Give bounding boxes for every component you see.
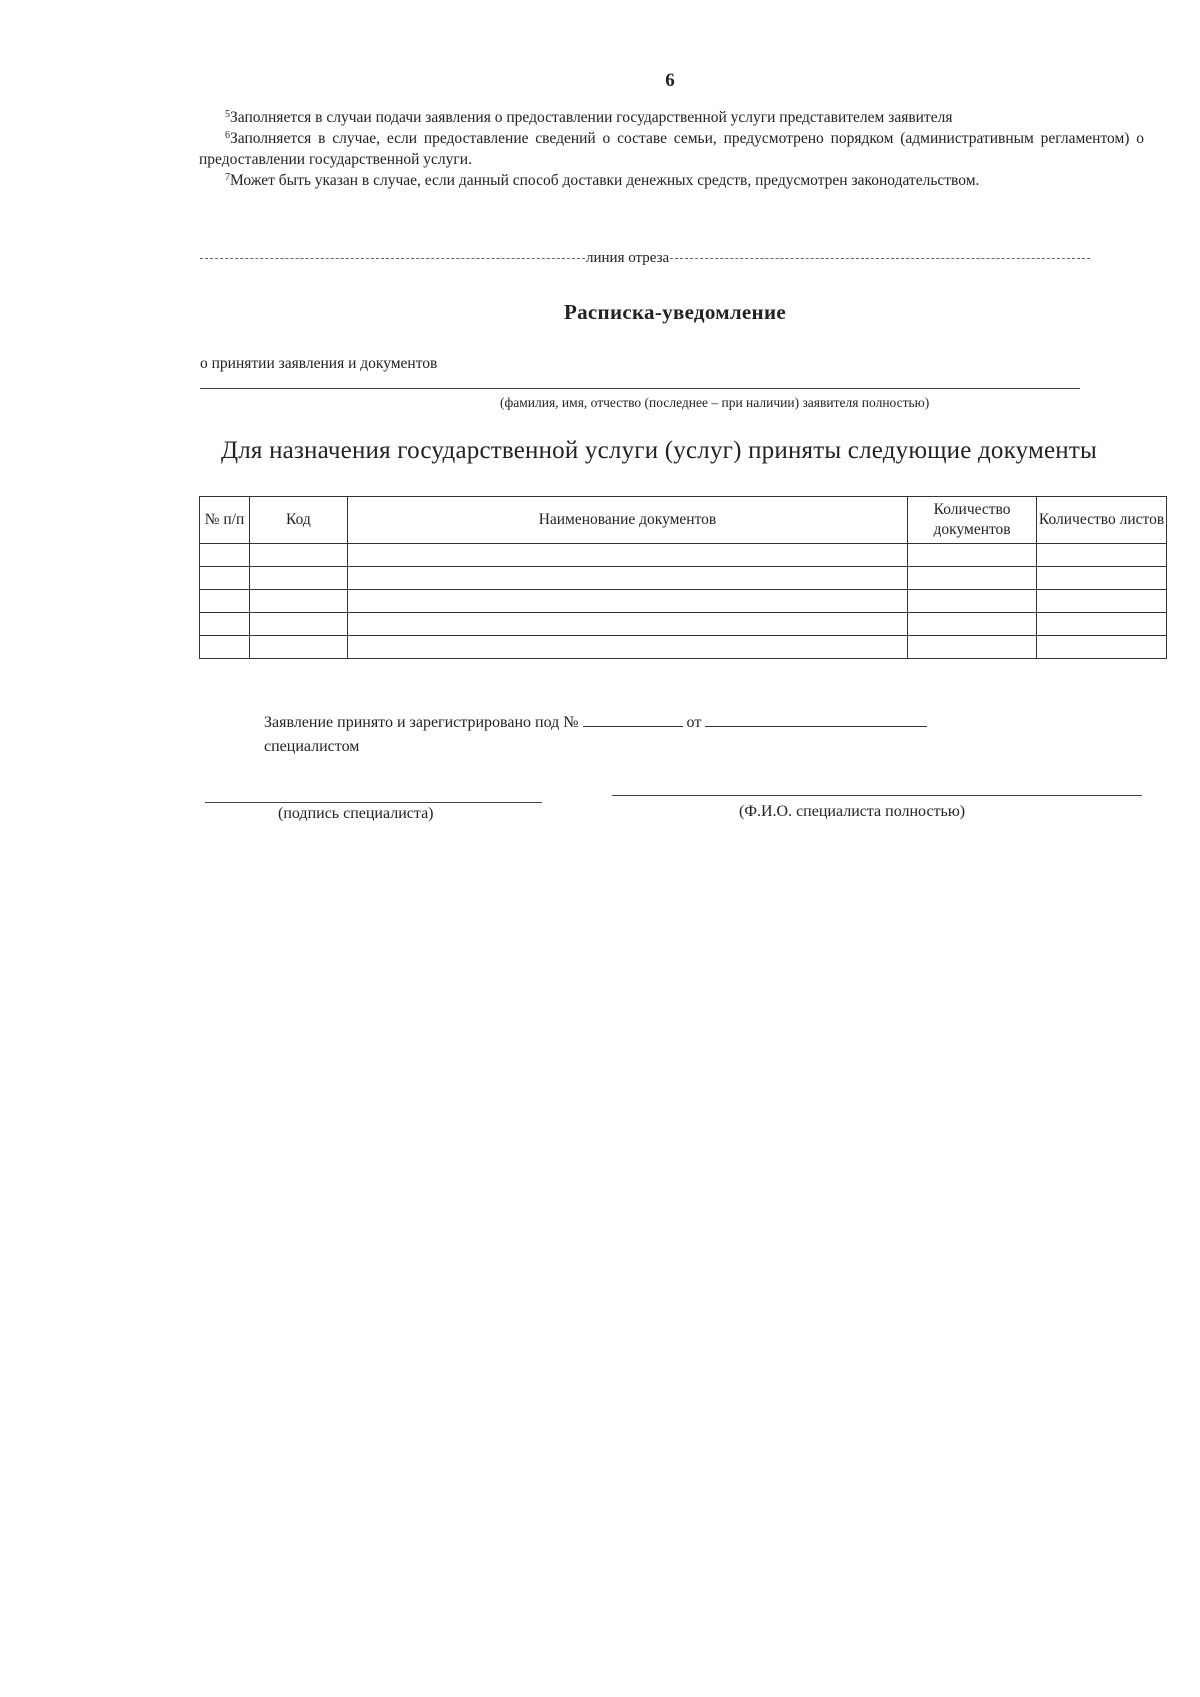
table-cell[interactable]: [1037, 567, 1167, 590]
table-cell[interactable]: [1037, 613, 1167, 636]
specialist-signature-line[interactable]: [205, 802, 542, 803]
table-cell[interactable]: [200, 613, 250, 636]
header-number: № п/п: [200, 497, 250, 544]
footnote-7: $^7$Может быть указан в случае, если данный способ доставки денежных средств, предусмотрен законодательством.: [225, 172, 980, 189]
table-cell[interactable]: [200, 590, 250, 613]
specialist-name-caption: (Ф.И.О. специалиста полностью): [739, 803, 966, 820]
table-cell[interactable]: [249, 590, 347, 613]
table-cell[interactable]: [249, 544, 347, 567]
table-cell[interactable]: [1037, 544, 1167, 567]
registration-text: Заявление принято и зарегистрировано под №: [264, 714, 579, 731]
table-cell[interactable]: [200, 567, 250, 590]
table-cell[interactable]: [249, 567, 347, 590]
table-row: [200, 613, 1167, 636]
table-cell[interactable]: [347, 567, 907, 590]
table-cell[interactable]: [908, 590, 1037, 613]
table-cell[interactable]: [1037, 636, 1167, 659]
table-cell[interactable]: [347, 590, 907, 613]
table-cell[interactable]: [908, 636, 1037, 659]
table-header-row: [200, 497, 1167, 544]
header-code: Код: [249, 497, 347, 544]
documents-heading: Для назначения государственной услуги (услуг) приняты следующие документы: [221, 437, 1098, 464]
footnotes: [199, 107, 1144, 191]
header-sheet-count: Количество листов: [1037, 497, 1167, 544]
footnote-5: $^5$Заполняется в случаи подачи заявления о предоставлении государственной услуги представителем заявителя: [225, 109, 953, 126]
table-cell[interactable]: [249, 613, 347, 636]
table-cell[interactable]: [347, 636, 907, 659]
table-cell[interactable]: [1037, 590, 1167, 613]
cut-line-dash-left: [200, 258, 585, 259]
footnote-6: $^6$Заполняется в случае, если предоставление сведений о составе семьи, предусмотрено порядком (административным регламентом) о предоставлении государственной услуги.: [199, 130, 1144, 168]
cut-line-label: линия отреза: [586, 249, 670, 266]
table-row: [200, 567, 1167, 590]
cut-line-dash-right: [670, 258, 1090, 259]
registration-from: от: [686, 714, 702, 731]
signature-caption: (подпись специалиста): [278, 805, 434, 822]
page-number: 6: [665, 70, 675, 91]
table-row: [200, 590, 1167, 613]
registration-line: [264, 712, 927, 732]
documents-table: [199, 496, 1167, 659]
table-cell[interactable]: [347, 613, 907, 636]
receipt-title: Расписка-уведомление: [564, 300, 786, 324]
table-row: [200, 544, 1167, 567]
accepted-text: о принятии заявления и документов: [200, 355, 438, 372]
specialist-name-line[interactable]: [612, 795, 1142, 796]
cut-line: [200, 247, 1090, 269]
registration-number-field[interactable]: [583, 712, 683, 727]
applicant-name-caption: (фамилия, имя, отчество (последнее – при наличии) заявителя полностью): [500, 395, 930, 410]
table-cell[interactable]: [908, 613, 1037, 636]
table-cell[interactable]: [908, 567, 1037, 590]
table-cell[interactable]: [200, 636, 250, 659]
registration-date-field[interactable]: [705, 712, 927, 727]
table-cell[interactable]: [347, 544, 907, 567]
applicant-name-line: [200, 388, 1080, 389]
header-document-name: Наименование документов: [347, 497, 907, 544]
specialist-word: специалистом: [264, 738, 360, 755]
table-cell[interactable]: [908, 544, 1037, 567]
table-row: [200, 636, 1167, 659]
table-cell[interactable]: [249, 636, 347, 659]
table-cell[interactable]: [200, 544, 250, 567]
header-document-count: Количество документов: [908, 497, 1037, 544]
